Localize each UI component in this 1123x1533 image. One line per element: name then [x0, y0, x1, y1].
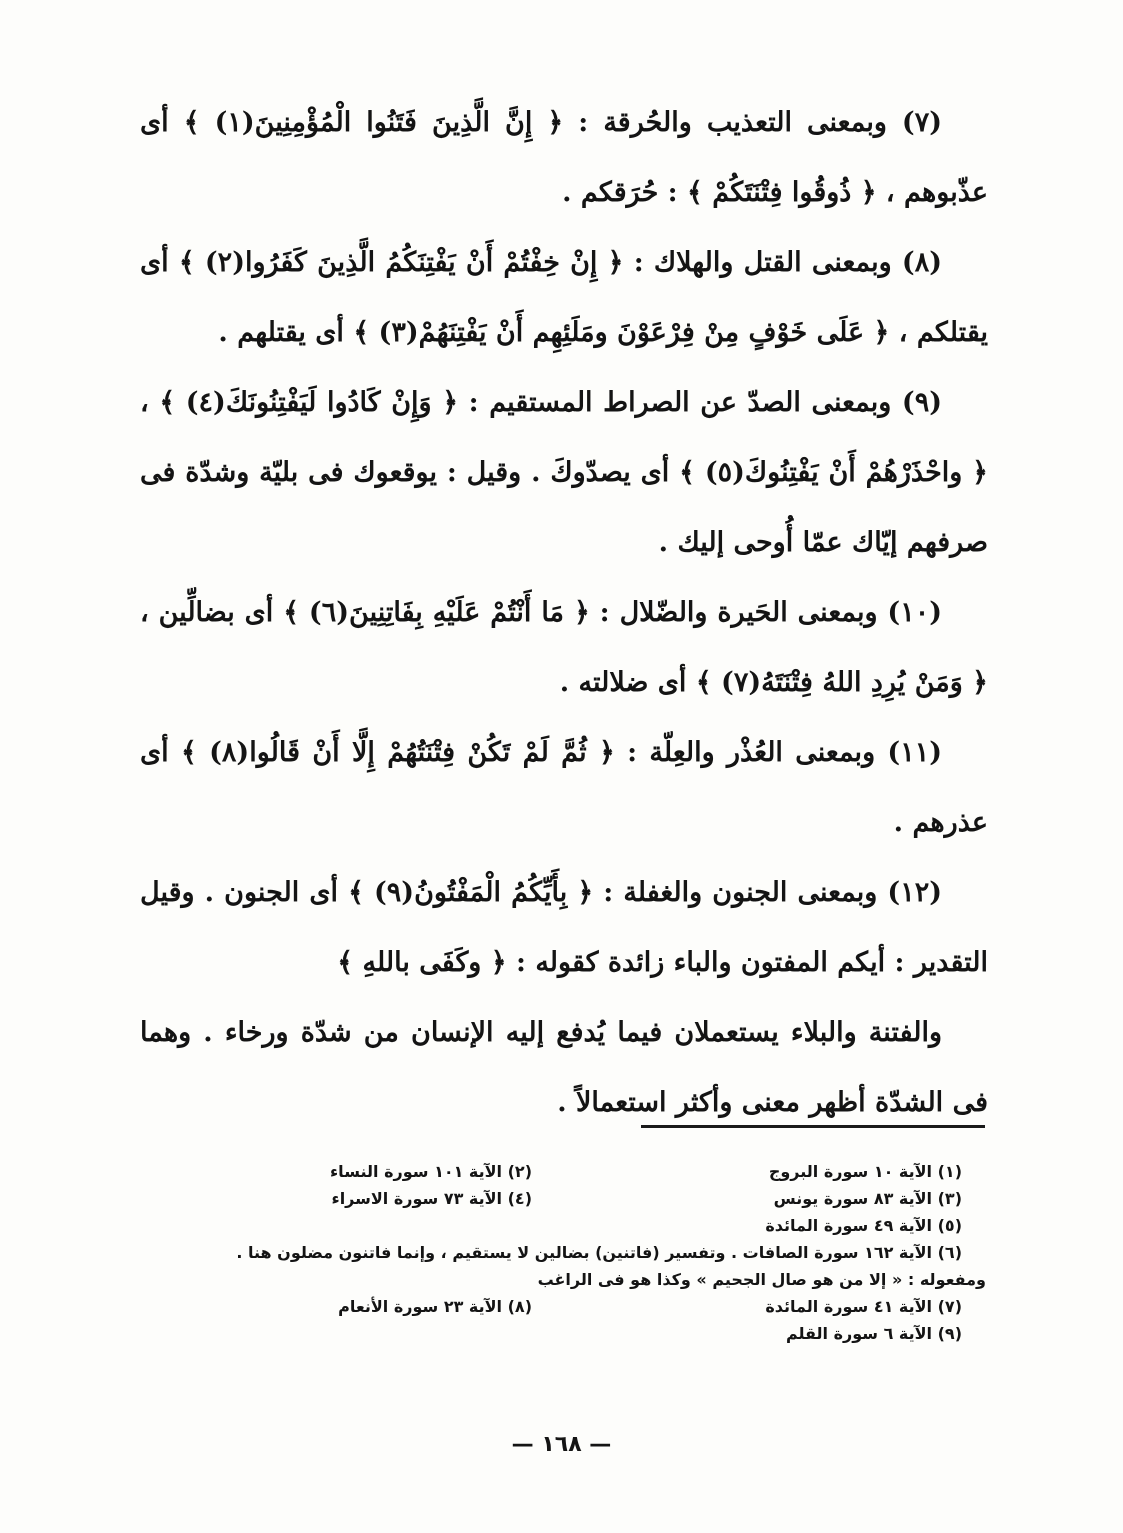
- footnote-6-continuation: ومفعوله : « إلا من هو صال الجحيم » وكذا هو فى الراغب: [537, 1270, 986, 1289]
- paragraph-madness: (١٢) وبمعنى الجنون والغفلة : ﴿ بِأَيِّكُمُ الْمَفْتُونُ(٩) ﴾ أى الجنون . وقيل التقدير : أيكم المفتون والباء زائدة كقوله : ﴿ وكَفَى باللهِ ﴾: [140, 877, 988, 978]
- footnote-divider: [641, 1125, 985, 1128]
- paragraph-torment: (٧) وبمعنى التعذيب والحُرقة : ﴿ إِنَّ الَّذِينَ فَتَنُوا الْمُؤْمِنِينَ(١) ﴾ أى عذّبوهم ، ﴿ ذُوقُوا فِتْنَتَكُمْ ﴾ : حُرَقكم .: [140, 107, 988, 208]
- main-text: [140, 88, 988, 1138]
- paragraph-obstruction: (٩) وبمعنى الصدّ عن الصراط المستقيم : ﴿ وَإِنْ كَادُوا لَيَفْتِنُونَكَ(٤) ﴾ ، ﴿ واحْذَرْهُمْ أَنْ يَفْتِنُوكَ(٥) ﴾ أى يصدّوكَ . وقيل : يوقعوك فى بليّة وشدّة فى صرفهم إيّاك عمّا أُوحى إليك .: [140, 387, 989, 558]
- footnote-row: [110, 1185, 986, 1212]
- footnotes: [110, 1158, 986, 1347]
- footnote-6: (٦) الآية ١٦٢ سورة الصافات . وتفسير (فاتنين) بضالين لا يستقيم ، وإنما فاتنون مضلون هنا .: [236, 1243, 962, 1262]
- footnote-1: (١) الآية ١٠ سورة البروج: [768, 1162, 962, 1181]
- footnote-3: (٣) الآية ٨٣ سورة يونس: [773, 1189, 962, 1208]
- page-number: — ١٦٨ —: [511, 1432, 612, 1457]
- footnote-2: (٢) الآية ١٠١ سورة النساء: [330, 1162, 532, 1181]
- footnote-row: [110, 1320, 986, 1347]
- paragraph-confusion: (١٠) وبمعنى الحَيرة والضّلال : ﴿ مَا أَنْتُمْ عَلَيْهِ بِفَاتِنِينَ(٦) ﴾ أى بضالِّين ، ﴿ وَمَنْ يُرِدِ اللهُ فِتْنَتَهُ(٧) ﴾ أى ضلالته .: [140, 597, 988, 698]
- paragraph-conclusion: والفتنة والبلاء يستعملان فيما يُدفع إليه الإنسان من شدّة ورخاء . وهما فى الشدّة أظهر معنى وأكثر استعمالاً .: [140, 1017, 988, 1118]
- footnote-4: (٤) الآية ٧٣ سورة الاسراء: [331, 1189, 532, 1208]
- footnote-8: (٨) الآية ٢٣ سورة الأنعام: [338, 1297, 532, 1316]
- footnote-row: [110, 1158, 986, 1185]
- paragraph-excuse: (١١) وبمعنى العُذْر والعِلّة : ﴿ ثُمَّ لَمْ تَكُنْ فِتْنَتُهُمْ إِلَّا أَنْ قَالُوا(٨) ﴾ أى عذرهم .: [140, 737, 988, 838]
- paragraph-killing: (٨) وبمعنى القتل والهلاك : ﴿ إِنْ خِفْتُمْ أَنْ يَفْتِنَكُمُ الَّذِينَ كَفَرُوا(٢) ﴾ أى يقتلكم ، ﴿ عَلَى خَوْفٍ مِنْ فِرْعَوْنَ ومَلَئِهِم أَنْ يَفْتِنَهُمْ(٣) ﴾ أى يقتلهم .: [140, 247, 988, 348]
- footnote-7: (٧) الآية ٤١ سورة المائدة: [765, 1297, 962, 1316]
- footnote-5: (٥) الآية ٤٩ سورة المائدة: [765, 1216, 962, 1235]
- footnote-row: [110, 1293, 986, 1320]
- footnote-9: (٩) الآية ٦ سورة القلم: [785, 1324, 962, 1343]
- footnote-row: [110, 1212, 986, 1239]
